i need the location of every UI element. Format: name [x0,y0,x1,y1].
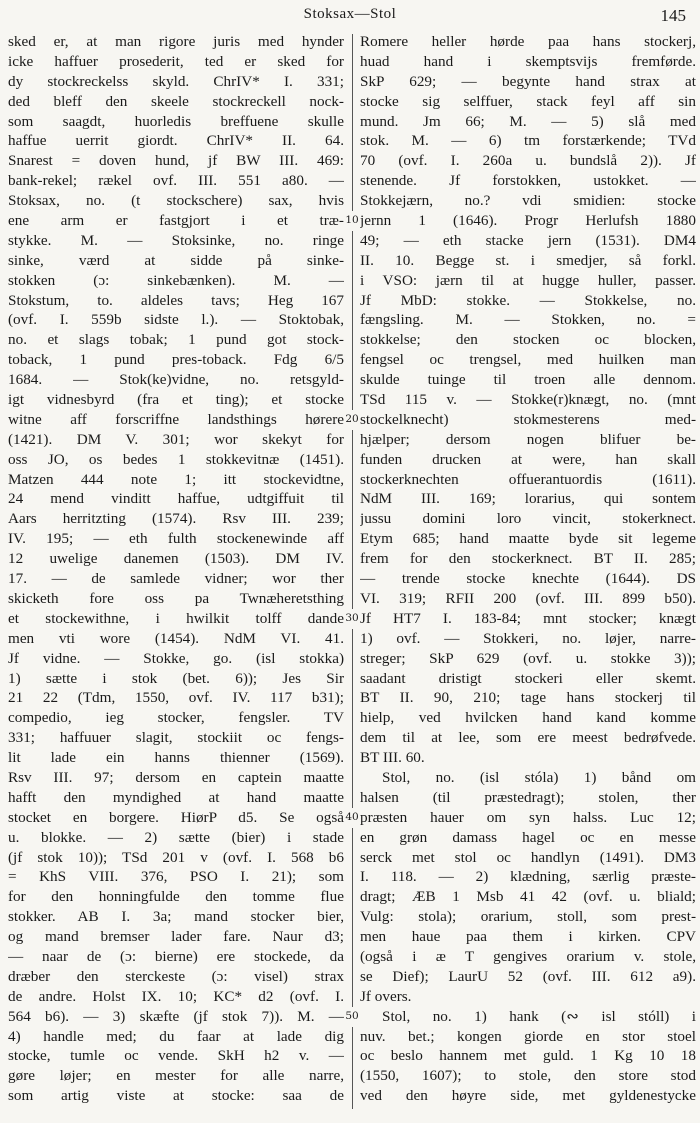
text-line: — naar de (ɔ: bierne) ere stockede, da [8,947,344,965]
text-line: serck met stol oc handlyn (1491). DM3 [360,848,696,866]
text-line: hielp, ved hvilcken hand kand komme [360,709,696,727]
text-line: TSd 115 v. — Stokke(r)knægt, no. (mnt [360,391,696,409]
text-line: stocke, tumle oc vende. SkH h2 v. — [8,1047,344,1065]
text-line: Stol, no. 1) hank (∾ isl stóll) i [382,1007,696,1025]
text-line: frem for den stockerknect. BT II. 285; [360,550,696,568]
text-line: skulde tuinge til troen alle dennom. [360,371,696,389]
text-line: hafft den myndighed at hand maatte [8,788,344,806]
text-line: II. 10. Begge st. i smedjer, så forkl. [360,251,696,269]
text-line: som artig viste at stocke: saa de [8,1087,344,1105]
page-number: 145 [660,6,686,25]
text-line: = KhS VIII. 376, PSO I. 21); som [8,868,344,886]
text-line: (1550, 1607); to stole, den store stod [360,1067,696,1085]
text-line: stykke. M. — Stoksinke, no. ringe [8,231,344,249]
text-line: dræber den sterckeste (ɔ: visel) strax [8,967,344,985]
text-line: sinke, værd at sidde på sinke- [8,251,344,269]
text-line: en grøn damass hagel oc en messe [360,828,696,846]
text-line: haffue uerrit giordt. ChrIV* II. 64. [8,132,344,150]
text-line: nuv. bet.; kongen giorde en stor stoel [360,1027,696,1045]
right-column [360,32,696,1106]
text-line: stockelknecht) stokmesterens med- [360,410,696,428]
line-number: 50 [345,1007,359,1027]
text-line: ded bleff den skeele stockreckell nock- [8,92,344,110]
text-line: ved den høyre side, met gyldenestycke [360,1087,696,1105]
text-line: IV. 195; — eth fulth stockenewinde aff [8,530,344,548]
text-line: lit lade ein hanns thienner (1569). [8,749,344,767]
text-line: og mand bremser lader fare. Naur d3; [8,928,344,946]
text-line: jussu domini loro vincit, stokerknect. [360,510,696,528]
text-line: mund. Jm 66; M. — 5) slå med [360,112,696,130]
text-line: 17. — de samlede vidner; wor ther [8,570,344,588]
text-line: Stokstum, to. aldeles tavs; Heg 167 [8,291,344,309]
text-line: 4) handle med; du faar at lade dig [8,1027,344,1045]
text-line: dragt; ÆB 1 Msb 41 42 (ovf. u. bliald; [360,888,696,906]
text-line: 24 mend vinditt haffue, udtgiffuit til [8,490,344,508]
text-line: 1) ovf. — Stokkeri, no. løjer, narre- [360,629,696,647]
text-line: Jf vidne. — Stokke, go. (isl stokka) [8,649,344,667]
text-line: 1684. — Stok(ke)vidne, no. retsgyld- [8,371,344,389]
text-columns [8,32,694,1117]
text-line: Jf MbD: stokke. — Stokkelse, no. [360,291,696,309]
text-line: Vulg: stola); orarium, stoll, som prest- [360,908,696,926]
text-line: oc beslo hannem met guld. 1 Kg 10 18 [360,1047,696,1065]
text-line: Jf overs. [360,987,412,1005]
text-line: stockerknechten offuerantuordis (1611). [360,470,696,488]
text-line: (1421). DM V. 301; wor skekyt for [8,430,344,448]
column-divider [352,34,353,1109]
text-line: jernn 1 (1646). Progr Herlufsh 1880 [360,212,696,230]
text-line: se Dief); LaurU 52 (ovf. III. 612 a9). [360,967,696,985]
text-line: stocket en borgere. HiørP d5. Se også [8,808,344,826]
text-line: funden drucken at were, han skall [360,450,696,468]
text-line: Aars herritzting (1574). Rsv III. 239; [8,510,344,528]
text-line: Romere heller hørde paa hans stockerj, [360,33,696,50]
text-line: (også i æ T gengives orarium v. stole, [360,947,696,965]
text-line: ene arm er fastgjort i et træ- [8,212,344,230]
text-line: Snarest = doven hund, jf BW III. 469: [8,152,344,170]
text-line: (ovf. I. 559b sidste l.). — Stoktobak, [8,311,344,329]
text-line: oss JO, os bedes 1 stokkevitnæ (1451). [8,450,344,468]
text-line: 12 uwelige danemen (1503). DM IV. [8,550,344,568]
text-line: Stoksax, no. (t stockschere) sax, hvis [8,192,344,210]
text-line: men haue paa them i kirken. CPV [360,928,696,946]
text-line: streger; SkP 629 (ovf. u. stokke 3)); [360,649,696,667]
line-number: 40 [345,808,359,828]
text-line: Stol, no. (isl stóla) 1) bånd om [382,768,696,786]
text-line: compedio, ieg stocker, fengsler. TV [8,709,344,727]
text-line: huad hand i skemptsvijs fremførde. [360,52,696,70]
text-line: Rsv III. 97; dersom en captein maatte [8,768,344,786]
text-line: witne aff forscriffne landsthings hørere [8,410,344,428]
text-line: 21 22 (Tdm, 1550, ovf. IV. 117 b31); [8,689,344,707]
text-line: stokker. AB I. 3a; mand stocker bier, [8,908,344,926]
text-line: men vti wore (1454). NdM VI. 41. [8,629,344,647]
text-line: i VSO: jærn til at hugge huller, passer. [360,271,696,289]
text-line: 70 (ovf. I. 260a u. bundslå 2)). Jf [360,152,696,170]
text-line: stenende. Jf forstokken, ustokket. — [360,172,696,190]
running-head: Stoksax—Stol [303,6,397,22]
text-line: for den honningfulde den tomme flue [8,888,344,906]
text-line: NdM III. 169; lorarius, qui sontem [360,490,696,508]
text-line: præsten hauer om syn halss. Luc 12; [360,808,696,826]
text-line: igt vidnesbyrd (fra et ting); et stocke [8,391,344,409]
text-line: dy stockreckelss skyld. ChrIV* I. 331; [8,72,344,90]
text-line: hjælper; dersom nogen blifuer be- [360,430,696,448]
text-line: 564 b6). — 3) skæfte (jf stok 7)). M. — [8,1007,344,1025]
text-line: BT III. 60. [360,749,425,767]
page-header [0,6,700,30]
text-line: (jf stok 10)); TSd 201 v (ovf. I. 568 b6 [8,848,344,866]
line-number: 30 [345,609,359,629]
text-line: 1) sætte i stok (bet. 6)); Jes Sir [8,669,344,687]
text-line: de andre. Holst IX. 10; KC* d2 (ovf. I. [8,987,344,1005]
text-line: bank-rekel; rækel ovf. III. 551 a80. — [8,172,344,190]
text-line: som saagdt, huorledis breffuene skulle [8,112,344,130]
text-line: et stockewithne, i hwilkit tolff dande [8,609,344,627]
text-line: fengsel oc trengsel, med huilken man [360,351,696,369]
text-line: SkP 629; — begynte hand strax at [360,72,696,90]
text-line: no. et slags tobak; 1 pund got stock- [8,331,344,349]
text-line: icke haffuer prosederit, ted er sked for [8,52,344,70]
text-line: halsen (til præstedragt); stolen, ther [360,788,696,806]
text-line: 49; — eth stacke jern (1531). DM4 [360,231,696,249]
text-line: stokkelse; den stocken oc blocken, [360,331,696,349]
text-line: Stokkejærn, no.? vdi smidien: stocke [360,192,696,210]
text-line: gøre løjer; en mester for alle narre, [8,1067,344,1085]
text-line: I. 118. — 2) klædning, særlig præste- [360,868,696,886]
text-line: stocke sig selffuer, stack feyl aff sin [360,92,696,110]
text-line: BT II. 90, 210; tage hans stockerj til [360,689,696,707]
text-line: VI. 319; RFII 200 (ovf. III. 899 b50). [360,589,696,607]
text-line: Etym 685; hand maatte byde sit legeme [360,530,696,548]
text-line: stokken (ɔ: sinkebænken). M. — [8,271,344,289]
text-line: dem til at lee, som ere meest bedrøfvede. [360,729,696,747]
left-column [8,32,344,1106]
text-line: 331; haffuuer slagit, stockiit oc fengs- [8,729,344,747]
text-line: sked er, at man rigore juris med hynder [8,33,344,50]
text-line: — trende stocke knechte (1644). DS [360,570,696,588]
text-line: saadant dristigt stockeri eller skemt. [360,669,696,687]
text-line: skicketh fore oss pa Twnæheretsthing [8,589,344,607]
line-number: 10 [345,211,359,231]
line-number: 20 [345,410,359,430]
text-line: u. blokke. — 2) sætte (bier) i stade [8,828,344,846]
text-line: toback, 1 pund pres-toback. Fdg 6/5 [8,351,344,369]
text-line: Jf HT7 I. 183-84; mnt stocker; knægt [360,609,696,627]
text-line: stok. M. — 6) tm forstærkende; TVd [360,132,696,150]
text-line: Matzen 444 note 1; itt stockevidtne, [8,470,344,488]
text-line: fængsling. M. — Stokken, no. = [360,311,696,329]
